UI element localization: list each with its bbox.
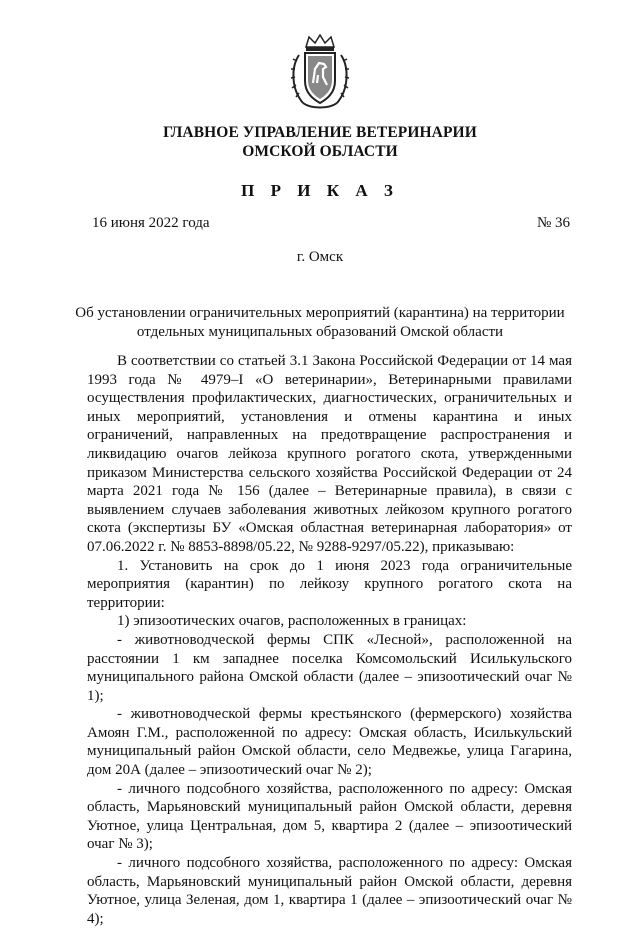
paragraph-focus-2: - животноводческой фермы крестьянского (фермерского) хозяйства Амоян Г.М., расположенной по адресу: Омская область, Исилькульский муниципальный район Омской области, село Медвежье, улица Гагарина, дом 20А (далее – эпизоотический очаг № 2); bbox=[87, 706, 572, 779]
document-date: 16 июня 2022 года bbox=[92, 215, 210, 231]
document-body bbox=[87, 352, 572, 928]
organization-name-line1: ГЛАВНОЕ УПРАВЛЕНИЕ ВЕТЕРИНАРИИ bbox=[163, 124, 477, 141]
organization-name-line2: ОМСКОЙ ОБЛАСТИ bbox=[242, 143, 398, 160]
paragraph-subitem-1: 1) эпизоотических очагов, расположенных в границах: bbox=[117, 613, 467, 630]
document-subject: Об установлении ограничительных мероприятий (карантина) на территории отдельных муниципальных образований Омской области bbox=[75, 305, 565, 340]
paragraph-item-1: 1. Установить на срок до 1 июня 2023 года ограничительные мероприятия (карантин) по лейкозу крупного рогатого скота на территории: bbox=[87, 557, 572, 611]
paragraph-focus-4: - личного подсобного хозяйства, расположенного по адресу: Омская область, Марьяновский муниципальный район Омской области, деревня Уютное, улица Зеленая, дом 1, квартира 1 (далее – эпизоотический очаг № 4); bbox=[87, 855, 572, 927]
document-city: г. Омск bbox=[296, 249, 344, 265]
document-number: № 36 bbox=[536, 215, 570, 231]
paragraph-preamble: В соответствии со статьей 3.1 Закона Российской Федерации от 14 мая 1993 года № 4979–I «О ветеринарии», Ветеринарными правилами осуществления профилактических, диагностических, ограничительных и иных мероприятий, установления и отмены карантина и иных ограничений, направленных на предотвращение распространения и ликвидацию очагов лейкоза крупного рогатого скота, утвержденными приказом Министерства сельского хозяйства Российской Федерации от 24 марта 2021 года № 156 (далее – Ветеринарные правила), в связи с выявлением случаев заболевания животных лейкозом крупного рогатого скота (экспертизы БУ «Омская областная ветеринарная лаборатория» от 07.06.2022 г. № 8853-8898/05.22, № 9288-9297/05.22), приказываю: bbox=[87, 353, 572, 555]
document-type-title: П Р И К А З bbox=[241, 181, 399, 200]
paragraph-focus-3: - личного подсобного хозяйства, расположенного по адресу: Омская область, Марьяновский муниципальный район Омской области, деревня Уютное, улица Центральная, дом 5, квартира 2 (далее – эпизоотический очаг № 3); bbox=[87, 780, 572, 853]
paragraph-focus-1: - животноводческой фермы СПК «Лесной», расположенной на расстоянии 1 км западнее поселка Комсомольский Исилькульского муниципального района Омской области (далее – эпизоотический очаг № 1); bbox=[87, 631, 572, 704]
coat-of-arms-emblem bbox=[289, 33, 351, 111]
